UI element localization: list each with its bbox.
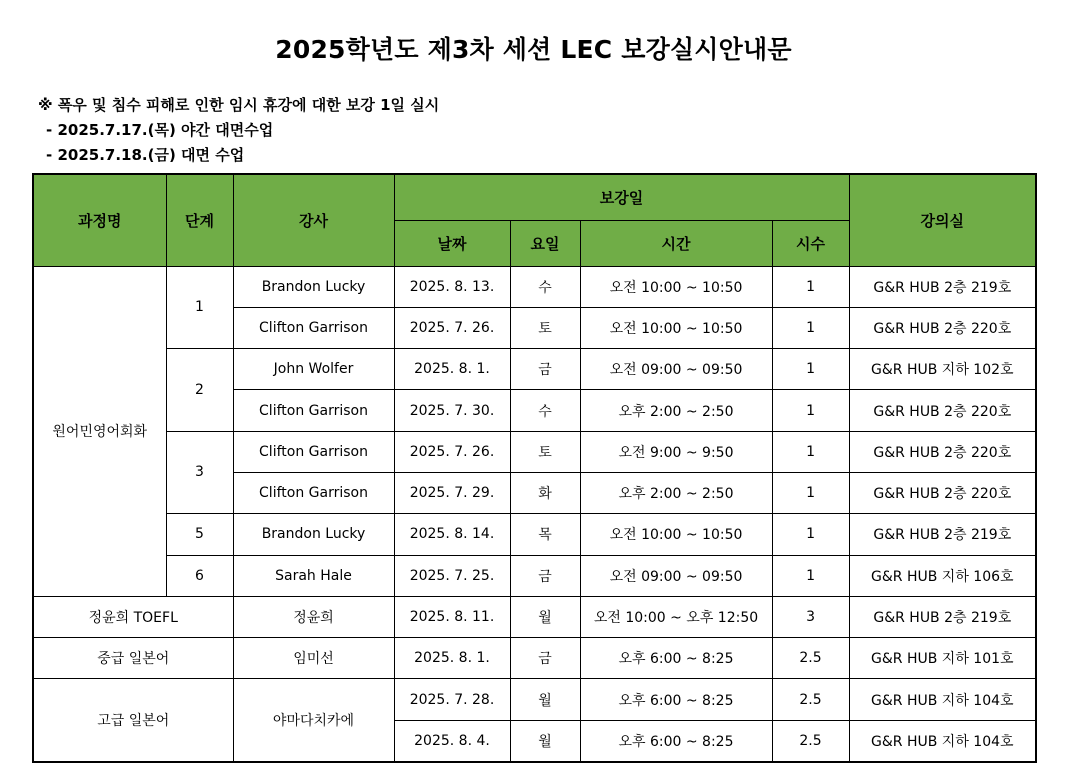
date-cell: 2025. 7. 29. [394,472,510,513]
time-cell: 오후 2:00 ~ 2:50 [580,472,772,513]
hours-cell: 1 [772,349,849,390]
table-row [33,555,1036,596]
date-cell: 2025. 7. 25. [394,555,510,596]
notice-main: ※ 폭우 및 침수 피해로 인한 임시 휴강에 대한 보강 1일 실시 [38,96,440,114]
weekday-cell: 수 [510,266,580,307]
room-cell: G&R HUB 지하 106호 [849,555,1036,596]
header-room: 강의실 [849,174,1036,266]
schedule-table [32,173,1037,763]
header-level: 단계 [166,174,233,266]
notice-line: - 2025.7.17.(목) 야간 대면수업 [46,121,274,139]
course-cell: 정윤희 TOEFL [33,596,233,637]
date-cell: 2025. 8. 14. [394,514,510,555]
hours-cell: 3 [772,596,849,637]
time-cell: 오전 10:00 ~ 10:50 [580,514,772,555]
notice [38,93,439,168]
hours-cell: 1 [772,266,849,307]
hours-cell: 2.5 [772,720,849,761]
instructor-cell: Sarah Hale [233,555,394,596]
instructor-cell: Brandon Lucky [233,514,394,555]
table-row [33,638,1036,679]
header-weekday: 요일 [510,220,580,266]
weekday-cell: 금 [510,555,580,596]
weekday-cell: 토 [510,307,580,348]
page-title: 2025학년도 제3차 세션 LEC 보강실시안내문 [275,35,792,64]
level-cell: 1 [166,266,233,349]
weekday-cell: 월 [510,679,580,720]
table-row [33,514,1036,555]
weekday-cell: 월 [510,596,580,637]
course-cell: 원어민영어회화 [33,266,166,596]
weekday-cell: 금 [510,638,580,679]
date-cell: 2025. 8. 1. [394,349,510,390]
course-cell: 중급 일본어 [33,638,233,679]
table-row [33,596,1036,637]
time-cell: 오전 10:00 ~ 10:50 [580,266,772,307]
date-cell: 2025. 8. 1. [394,638,510,679]
time-cell: 오전 10:00 ~ 오후 12:50 [580,596,772,637]
instructor-cell: Clifton Garrison [233,307,394,348]
room-cell: G&R HUB 지하 104호 [849,679,1036,720]
room-cell: G&R HUB 2층 220호 [849,431,1036,472]
hours-cell: 1 [772,514,849,555]
level-cell: 6 [166,555,233,596]
level-cell: 5 [166,514,233,555]
table-row [33,679,1036,720]
header-makeup-day: 보강일 [394,174,849,220]
time-cell: 오후 2:00 ~ 2:50 [580,390,772,431]
weekday-cell: 수 [510,390,580,431]
time-cell: 오전 09:00 ~ 09:50 [580,349,772,390]
date-cell: 2025. 8. 4. [394,720,510,761]
instructor-cell: 임미선 [233,638,394,679]
time-cell: 오후 6:00 ~ 8:25 [580,679,772,720]
table-row [33,349,1036,390]
room-cell: G&R HUB 2층 220호 [849,390,1036,431]
room-cell: G&R HUB 지하 102호 [849,349,1036,390]
time-cell: 오전 10:00 ~ 10:50 [580,307,772,348]
instructor-cell: Clifton Garrison [233,472,394,513]
date-cell: 2025. 7. 30. [394,390,510,431]
course-cell: 고급 일본어 [33,679,233,762]
weekday-cell: 목 [510,514,580,555]
notice-line: - 2025.7.18.(금) 대면 수업 [46,146,245,164]
hours-cell: 2.5 [772,638,849,679]
header-hours: 시수 [772,220,849,266]
level-cell: 2 [166,349,233,432]
header-date: 날짜 [394,220,510,266]
weekday-cell: 토 [510,431,580,472]
date-cell: 2025. 7. 26. [394,431,510,472]
room-cell: G&R HUB 2층 219호 [849,266,1036,307]
hours-cell: 1 [772,307,849,348]
time-cell: 오전 09:00 ~ 09:50 [580,555,772,596]
room-cell: G&R HUB 2층 219호 [849,514,1036,555]
time-cell: 오후 6:00 ~ 8:25 [580,638,772,679]
header-time: 시간 [580,220,772,266]
header-instructor: 강사 [233,174,394,266]
table-row [33,266,1036,307]
table-row [33,431,1036,472]
date-cell: 2025. 7. 26. [394,307,510,348]
header-course: 과정명 [33,174,166,266]
instructor-cell: John Wolfer [233,349,394,390]
instructor-cell: 정윤희 [233,596,394,637]
time-cell: 오전 9:00 ~ 9:50 [580,431,772,472]
instructor-cell: Clifton Garrison [233,431,394,472]
level-cell: 3 [166,431,233,514]
weekday-cell: 금 [510,349,580,390]
weekday-cell: 화 [510,472,580,513]
room-cell: G&R HUB 2층 219호 [849,596,1036,637]
room-cell: G&R HUB 지하 101호 [849,638,1036,679]
instructor-cell: 야마다치카에 [233,679,394,762]
hours-cell: 1 [772,390,849,431]
hours-cell: 1 [772,472,849,513]
time-cell: 오후 6:00 ~ 8:25 [580,720,772,761]
date-cell: 2025. 8. 11. [394,596,510,637]
instructor-cell: Brandon Lucky [233,266,394,307]
instructor-cell: Clifton Garrison [233,390,394,431]
hours-cell: 2.5 [772,679,849,720]
weekday-cell: 월 [510,720,580,761]
date-cell: 2025. 8. 13. [394,266,510,307]
room-cell: G&R HUB 지하 104호 [849,720,1036,761]
date-cell: 2025. 7. 28. [394,679,510,720]
hours-cell: 1 [772,431,849,472]
hours-cell: 1 [772,555,849,596]
room-cell: G&R HUB 2층 220호 [849,307,1036,348]
room-cell: G&R HUB 2층 220호 [849,472,1036,513]
